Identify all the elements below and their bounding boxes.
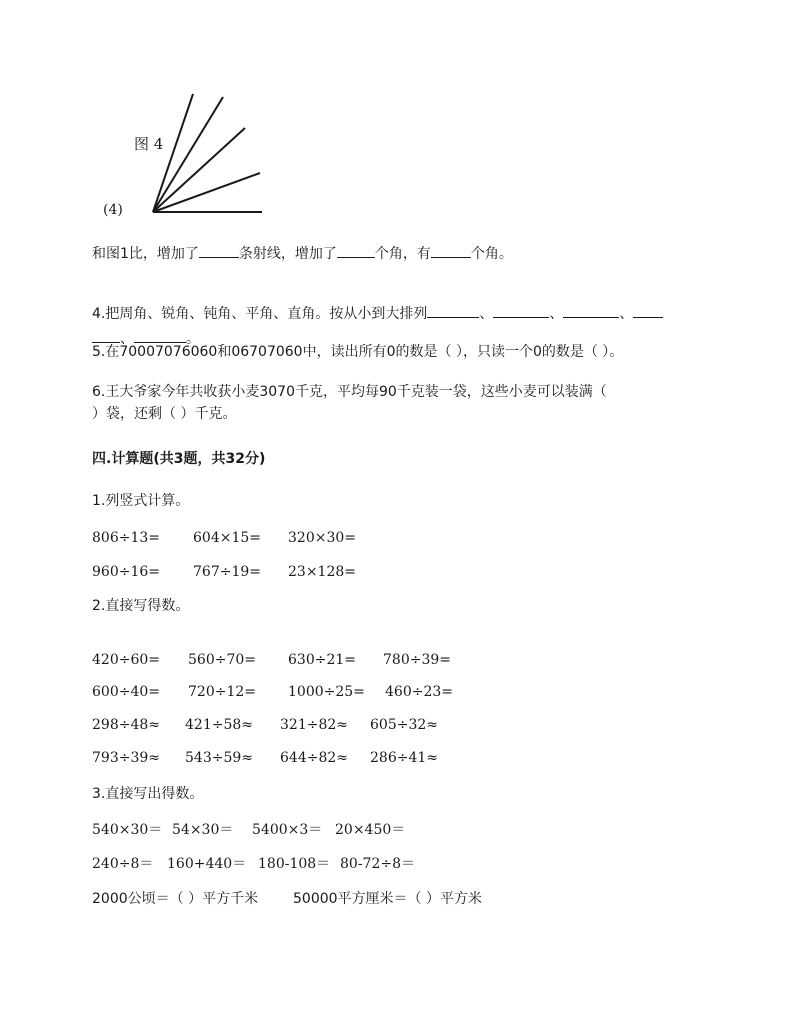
unit-conversion-1: 2000公顷＝（ ）平方千米	[92, 891, 259, 907]
calc-expression: 80-72÷8＝	[340, 856, 415, 872]
angle-rays-figure	[0, 0, 794, 260]
calc-expression: 543÷59≈	[185, 750, 253, 766]
calc-expression: 1000÷25=	[288, 684, 365, 700]
answer-blank[interactable]	[337, 243, 375, 258]
calc-expression: 780÷39=	[383, 652, 451, 668]
answer-blank[interactable]	[493, 303, 549, 318]
answer-blank[interactable]	[92, 328, 120, 343]
answer-blank[interactable]	[633, 303, 663, 318]
q4-sep: 、	[619, 306, 634, 322]
calc-expression: 180-108＝	[258, 856, 331, 872]
calc-expression: 767÷19=	[193, 564, 261, 580]
calc-expression: 560÷70=	[188, 652, 256, 668]
section-title: 四.计算题(共3题，共32分)	[92, 451, 266, 467]
question-5: 5.在70007076060和06707060中，读出所有0的数是（ ），只读一个0的数是（ ）。	[92, 344, 624, 360]
calc-expression: 604×15=	[193, 530, 261, 546]
calc-expression: 720÷12=	[188, 684, 256, 700]
q3-sentence	[92, 243, 513, 263]
question-4	[92, 303, 663, 323]
calc3-title: 3.直接写出得数。	[92, 786, 204, 802]
answer-blank[interactable]	[431, 243, 471, 258]
calc1-title: 1.列竖式计算。	[92, 493, 190, 509]
calc2-title: 2.直接写得数。	[92, 598, 190, 614]
calc-expression: 240÷8＝	[92, 856, 154, 872]
calc-expression: 600÷40=	[92, 684, 160, 700]
answer-blank[interactable]	[134, 328, 186, 343]
ray-1	[153, 173, 260, 212]
calc-expression: 630÷21=	[288, 652, 356, 668]
calc-expression: 793÷39≈	[92, 750, 160, 766]
q3-text-4: 个角。	[470, 246, 513, 262]
calc-expression: 460÷23=	[385, 684, 453, 700]
calc-expression: 54×30＝	[172, 822, 234, 838]
calc-expression: 540×30＝	[92, 822, 163, 838]
calc-expression: 960÷16=	[92, 564, 160, 580]
question-6-line1: 6.王大爷家今年共收获小麦3070千克，平均每90千克装一袋，这些小麦可以装满（	[92, 384, 607, 400]
calc-expression: 421÷58≈	[185, 717, 253, 733]
calc-expression: 644÷82≈	[280, 750, 348, 766]
answer-blank[interactable]	[563, 303, 619, 318]
calc-expression: 320×30=	[288, 530, 356, 546]
calc-expression: 20×450＝	[335, 822, 406, 838]
ray-3	[153, 97, 223, 212]
answer-blank[interactable]	[427, 303, 479, 318]
question-6-line2: ）袋，还剩（ ）千克。	[92, 406, 237, 422]
calc-expression: 605÷32≈	[370, 717, 438, 733]
calc-expression: 321÷82≈	[280, 717, 348, 733]
calc-expression: 5400×3＝	[252, 822, 323, 838]
calc-expression: 23×128=	[288, 564, 356, 580]
unit-conversion-2: 50000平方厘米＝（ ）平方米	[293, 891, 482, 907]
calc-expression: 286÷41≈	[370, 750, 438, 766]
q3-text-1: 和图1比，增加了	[92, 246, 199, 262]
q4-text: 4.把周角、锐角、钝角、平角、直角。按从小到大排列	[92, 306, 428, 322]
q4-sep: 、	[479, 306, 494, 322]
q4-end: 。	[186, 331, 200, 347]
q3-text-2: 条射线，增加了	[238, 246, 337, 262]
figure-sub-label: (4)	[103, 202, 123, 218]
figure-label: 图 4	[134, 135, 164, 153]
calc-expression: 420÷60=	[92, 652, 160, 668]
calc-expression: 298÷48≈	[92, 717, 160, 733]
calc-expression: 160+440＝	[167, 856, 247, 872]
q3-text-3: 个角，有	[374, 246, 431, 262]
q4-sep: 、	[549, 306, 564, 322]
calc-expression: 806÷13=	[92, 530, 160, 546]
answer-blank[interactable]	[199, 243, 239, 258]
q4-sep: 、	[120, 331, 134, 347]
